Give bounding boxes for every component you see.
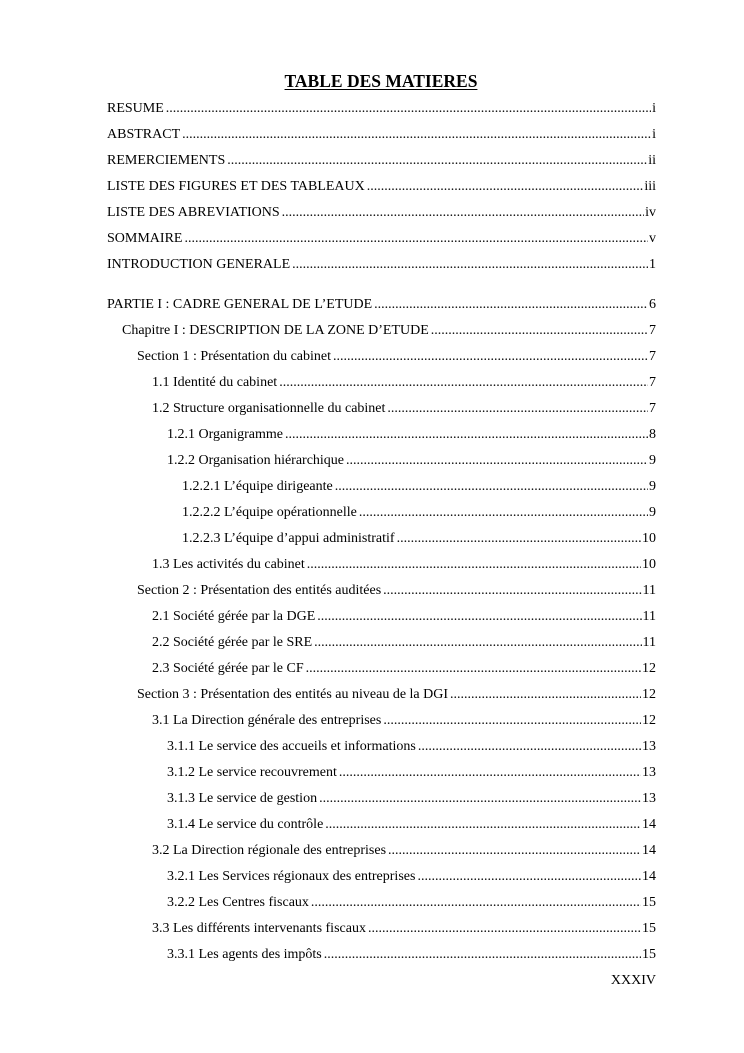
- toc-entry-page: 15: [642, 895, 656, 910]
- toc-leader-dots: [431, 321, 648, 341]
- toc-entry-1-2-2-3[interactable]: [182, 529, 656, 549]
- toc-leader-dots: [306, 659, 641, 679]
- toc-leader-dots: [333, 347, 648, 367]
- toc-entry-label: 3.1.2 Le service recouvrement: [167, 765, 337, 780]
- toc-entry-label: INTRODUCTION GENERALE: [107, 257, 291, 272]
- toc-entry-section-3[interactable]: [137, 685, 656, 705]
- toc-entry-label: RESUME: [107, 101, 164, 116]
- toc-entry-label: Chapitre I : DESCRIPTION DE LA ZONE D’ETUDE: [122, 323, 429, 338]
- toc-entry-3-1-1[interactable]: [167, 737, 656, 757]
- toc-entry-1-3[interactable]: [152, 555, 656, 575]
- toc-entry-page: 15: [642, 921, 656, 936]
- toc-entry-2-3[interactable]: [152, 659, 656, 679]
- toc-entry-page: 13: [642, 791, 656, 806]
- toc-entry-partie-1[interactable]: [107, 295, 656, 315]
- toc-entry-page: 10: [642, 531, 656, 546]
- toc-entry-label: 1.2.1 Organigramme: [167, 427, 283, 442]
- toc-entry-label: 3.2 La Direction régionale des entreprises: [152, 843, 387, 858]
- toc-entry-label: 3.3.1 Les agents des impôts: [167, 947, 322, 962]
- toc-entry-label: ABSTRACT: [107, 127, 181, 142]
- toc-entry-label: PARTIE I : CADRE GENERAL DE L’ETUDE: [107, 297, 373, 312]
- toc-entry-page: i: [652, 101, 656, 116]
- toc-leader-dots: [339, 763, 641, 783]
- toc-entry-page: 14: [642, 869, 656, 884]
- toc-leader-dots: [346, 451, 648, 471]
- toc-leader-dots: [166, 99, 651, 119]
- toc-entry-label: 3.2.2 Les Centres fiscaux: [167, 895, 309, 910]
- toc-entry-label: 1.3 Les activités du cabinet: [152, 557, 305, 572]
- toc-entry-label: 1.1 Identité du cabinet: [152, 375, 278, 390]
- toc-entry-3-2-2[interactable]: [167, 893, 656, 913]
- toc-entry-liste-abreviations[interactable]: [107, 203, 656, 223]
- toc-leader-dots: [397, 529, 641, 549]
- toc-entry-page: 14: [642, 817, 656, 832]
- toc-leader-dots: [383, 581, 641, 601]
- toc-leader-dots: [359, 503, 648, 523]
- toc-leader-dots: [335, 477, 648, 497]
- toc-leader-dots: [292, 255, 648, 275]
- toc-entry-3-1-3[interactable]: [167, 789, 656, 809]
- toc-leader-dots: [285, 425, 648, 445]
- toc-entry-3-3[interactable]: [152, 919, 656, 939]
- toc-leader-dots: [279, 373, 648, 393]
- toc-entry-page: v: [649, 231, 656, 246]
- toc-entry-chapitre-1[interactable]: [122, 321, 656, 341]
- toc-entry-page: 6: [649, 297, 656, 312]
- toc-entry-page: 12: [642, 661, 656, 676]
- toc-entry-label: 1.2.2.1 L’équipe dirigeante: [182, 479, 333, 494]
- toc-entry-label: 2.1 Société gérée par la DGE: [152, 609, 316, 624]
- toc-entry-label: Section 3 : Présentation des entités au niveau de la DGI: [137, 687, 449, 702]
- toc-entry-abstract[interactable]: [107, 125, 656, 145]
- toc-entry-label: 3.1.4 Le service du contrôle: [167, 817, 324, 832]
- toc-entry-3-2-1[interactable]: [167, 867, 656, 887]
- toc-entry-3-3-1[interactable]: [167, 945, 656, 965]
- toc-entry-label: 1.2.2.3 L’équipe d’appui administratif: [182, 531, 395, 546]
- toc-entry-label: 3.1.3 Le service de gestion: [167, 791, 318, 806]
- toc-leader-dots: [450, 685, 641, 705]
- toc-entry-introduction[interactable]: [107, 255, 656, 275]
- toc-entry-label: LISTE DES FIGURES ET DES TABLEAUX: [107, 179, 365, 194]
- toc-entry-page: 11: [642, 609, 656, 624]
- toc-entry-1-2-2[interactable]: [167, 451, 656, 471]
- toc-entry-label: 2.2 Société gérée par le SRE: [152, 635, 313, 650]
- toc-leader-dots: [367, 177, 644, 197]
- toc-entry-1-2-2-1[interactable]: [182, 477, 656, 497]
- toc-entry-section-1[interactable]: [137, 347, 656, 367]
- toc-entry-page: 14: [642, 843, 656, 858]
- toc-entry-page: i: [652, 127, 656, 142]
- toc-entry-page: 9: [649, 479, 656, 494]
- toc-entry-3-1-4[interactable]: [167, 815, 656, 835]
- toc-entry-label: 1.2 Structure organisationnelle du cabinet: [152, 401, 386, 416]
- toc-leader-dots: [307, 555, 641, 575]
- toc-entry-label: Section 2 : Présentation des entités auditées: [137, 583, 382, 598]
- toc-entry-page: 12: [642, 687, 656, 702]
- toc-entry-label: 1.2.2.2 L’équipe opérationnelle: [182, 505, 357, 520]
- toc-entry-section-2[interactable]: [137, 581, 656, 601]
- toc-leader-dots: [311, 893, 641, 913]
- toc-entry-liste-figures[interactable]: [107, 177, 656, 197]
- toc-entry-page: iii: [644, 179, 656, 194]
- toc-leader-dots: [184, 229, 648, 249]
- toc-entry-page: 12: [642, 713, 656, 728]
- toc-entry-label: LISTE DES ABREVIATIONS: [107, 205, 280, 220]
- toc-entry-page: 15: [642, 947, 656, 962]
- page-number: XXXIV: [610, 973, 656, 988]
- toc-entry-page: 7: [649, 375, 656, 390]
- toc-leader-dots: [314, 633, 641, 653]
- toc-entry-page: 10: [642, 557, 656, 572]
- toc-entry-1-1[interactable]: [152, 373, 656, 393]
- toc-entry-page: 13: [642, 739, 656, 754]
- toc-leader-dots: [383, 711, 641, 731]
- toc-entry-page: 7: [649, 323, 656, 338]
- toc-entry-page: 13: [642, 765, 656, 780]
- toc-entry-label: 3.2.1 Les Services régionaux des entreprises: [167, 869, 416, 884]
- toc-leader-dots: [368, 919, 641, 939]
- toc-leader-dots: [182, 125, 651, 145]
- toc-leader-dots: [387, 399, 648, 419]
- page-title: TABLE DES MATIERES: [284, 71, 478, 91]
- toc-entry-label: 1.2.2 Organisation hiérarchique: [167, 453, 345, 468]
- toc-entry-page: iv: [645, 205, 656, 220]
- toc-leader-dots: [282, 203, 644, 223]
- toc-leader-dots: [374, 295, 648, 315]
- toc-entry-3-2[interactable]: [152, 841, 656, 861]
- toc-leader-dots: [388, 841, 641, 861]
- toc-entry-sommaire[interactable]: [107, 229, 656, 249]
- toc-leader-dots: [417, 867, 641, 887]
- toc-leader-dots: [325, 815, 641, 835]
- toc-entry-page: ii: [648, 153, 656, 168]
- toc-entry-resume[interactable]: [107, 99, 656, 119]
- toc-leader-dots: [227, 151, 647, 171]
- toc-entry-page: 7: [649, 349, 656, 364]
- toc-entry-page: 11: [642, 635, 656, 650]
- toc-leader-dots: [324, 945, 641, 965]
- toc-entry-label: 3.1 La Direction générale des entreprises: [152, 713, 382, 728]
- toc-entry-2-2[interactable]: [152, 633, 656, 653]
- toc-entry-page: 1: [649, 257, 656, 272]
- toc-entry-page: 11: [642, 583, 656, 598]
- toc-entry-1-2[interactable]: [152, 399, 656, 419]
- toc-leader-dots: [319, 789, 641, 809]
- toc-entry-label: SOMMAIRE: [107, 231, 183, 246]
- toc-entry-label: 2.3 Société gérée par le CF: [152, 661, 304, 676]
- toc-leader-dots: [418, 737, 641, 757]
- toc-entry-page: 8: [649, 427, 656, 442]
- toc-entry-1-2-2-2[interactable]: [182, 503, 656, 523]
- toc-entry-3-1[interactable]: [152, 711, 656, 731]
- toc-entry-page: 7: [649, 401, 656, 416]
- toc-entry-label: 3.1.1 Le service des accueils et informations: [167, 739, 416, 754]
- toc-entry-label: REMERCIEMENTS: [107, 153, 226, 168]
- toc-entry-3-1-2[interactable]: [167, 763, 656, 783]
- toc-entry-2-1[interactable]: [152, 607, 656, 627]
- toc-leader-dots: [317, 607, 641, 627]
- toc-entry-page: 9: [649, 453, 656, 468]
- toc-entry-page: 9: [649, 505, 656, 520]
- toc-entry-label: Section 1 : Présentation du cabinet: [137, 349, 332, 364]
- toc-entry-1-2-1[interactable]: [167, 425, 656, 445]
- toc-entry-label: 3.3 Les différents intervenants fiscaux: [152, 921, 366, 936]
- toc-entry-remerciements[interactable]: [107, 151, 656, 171]
